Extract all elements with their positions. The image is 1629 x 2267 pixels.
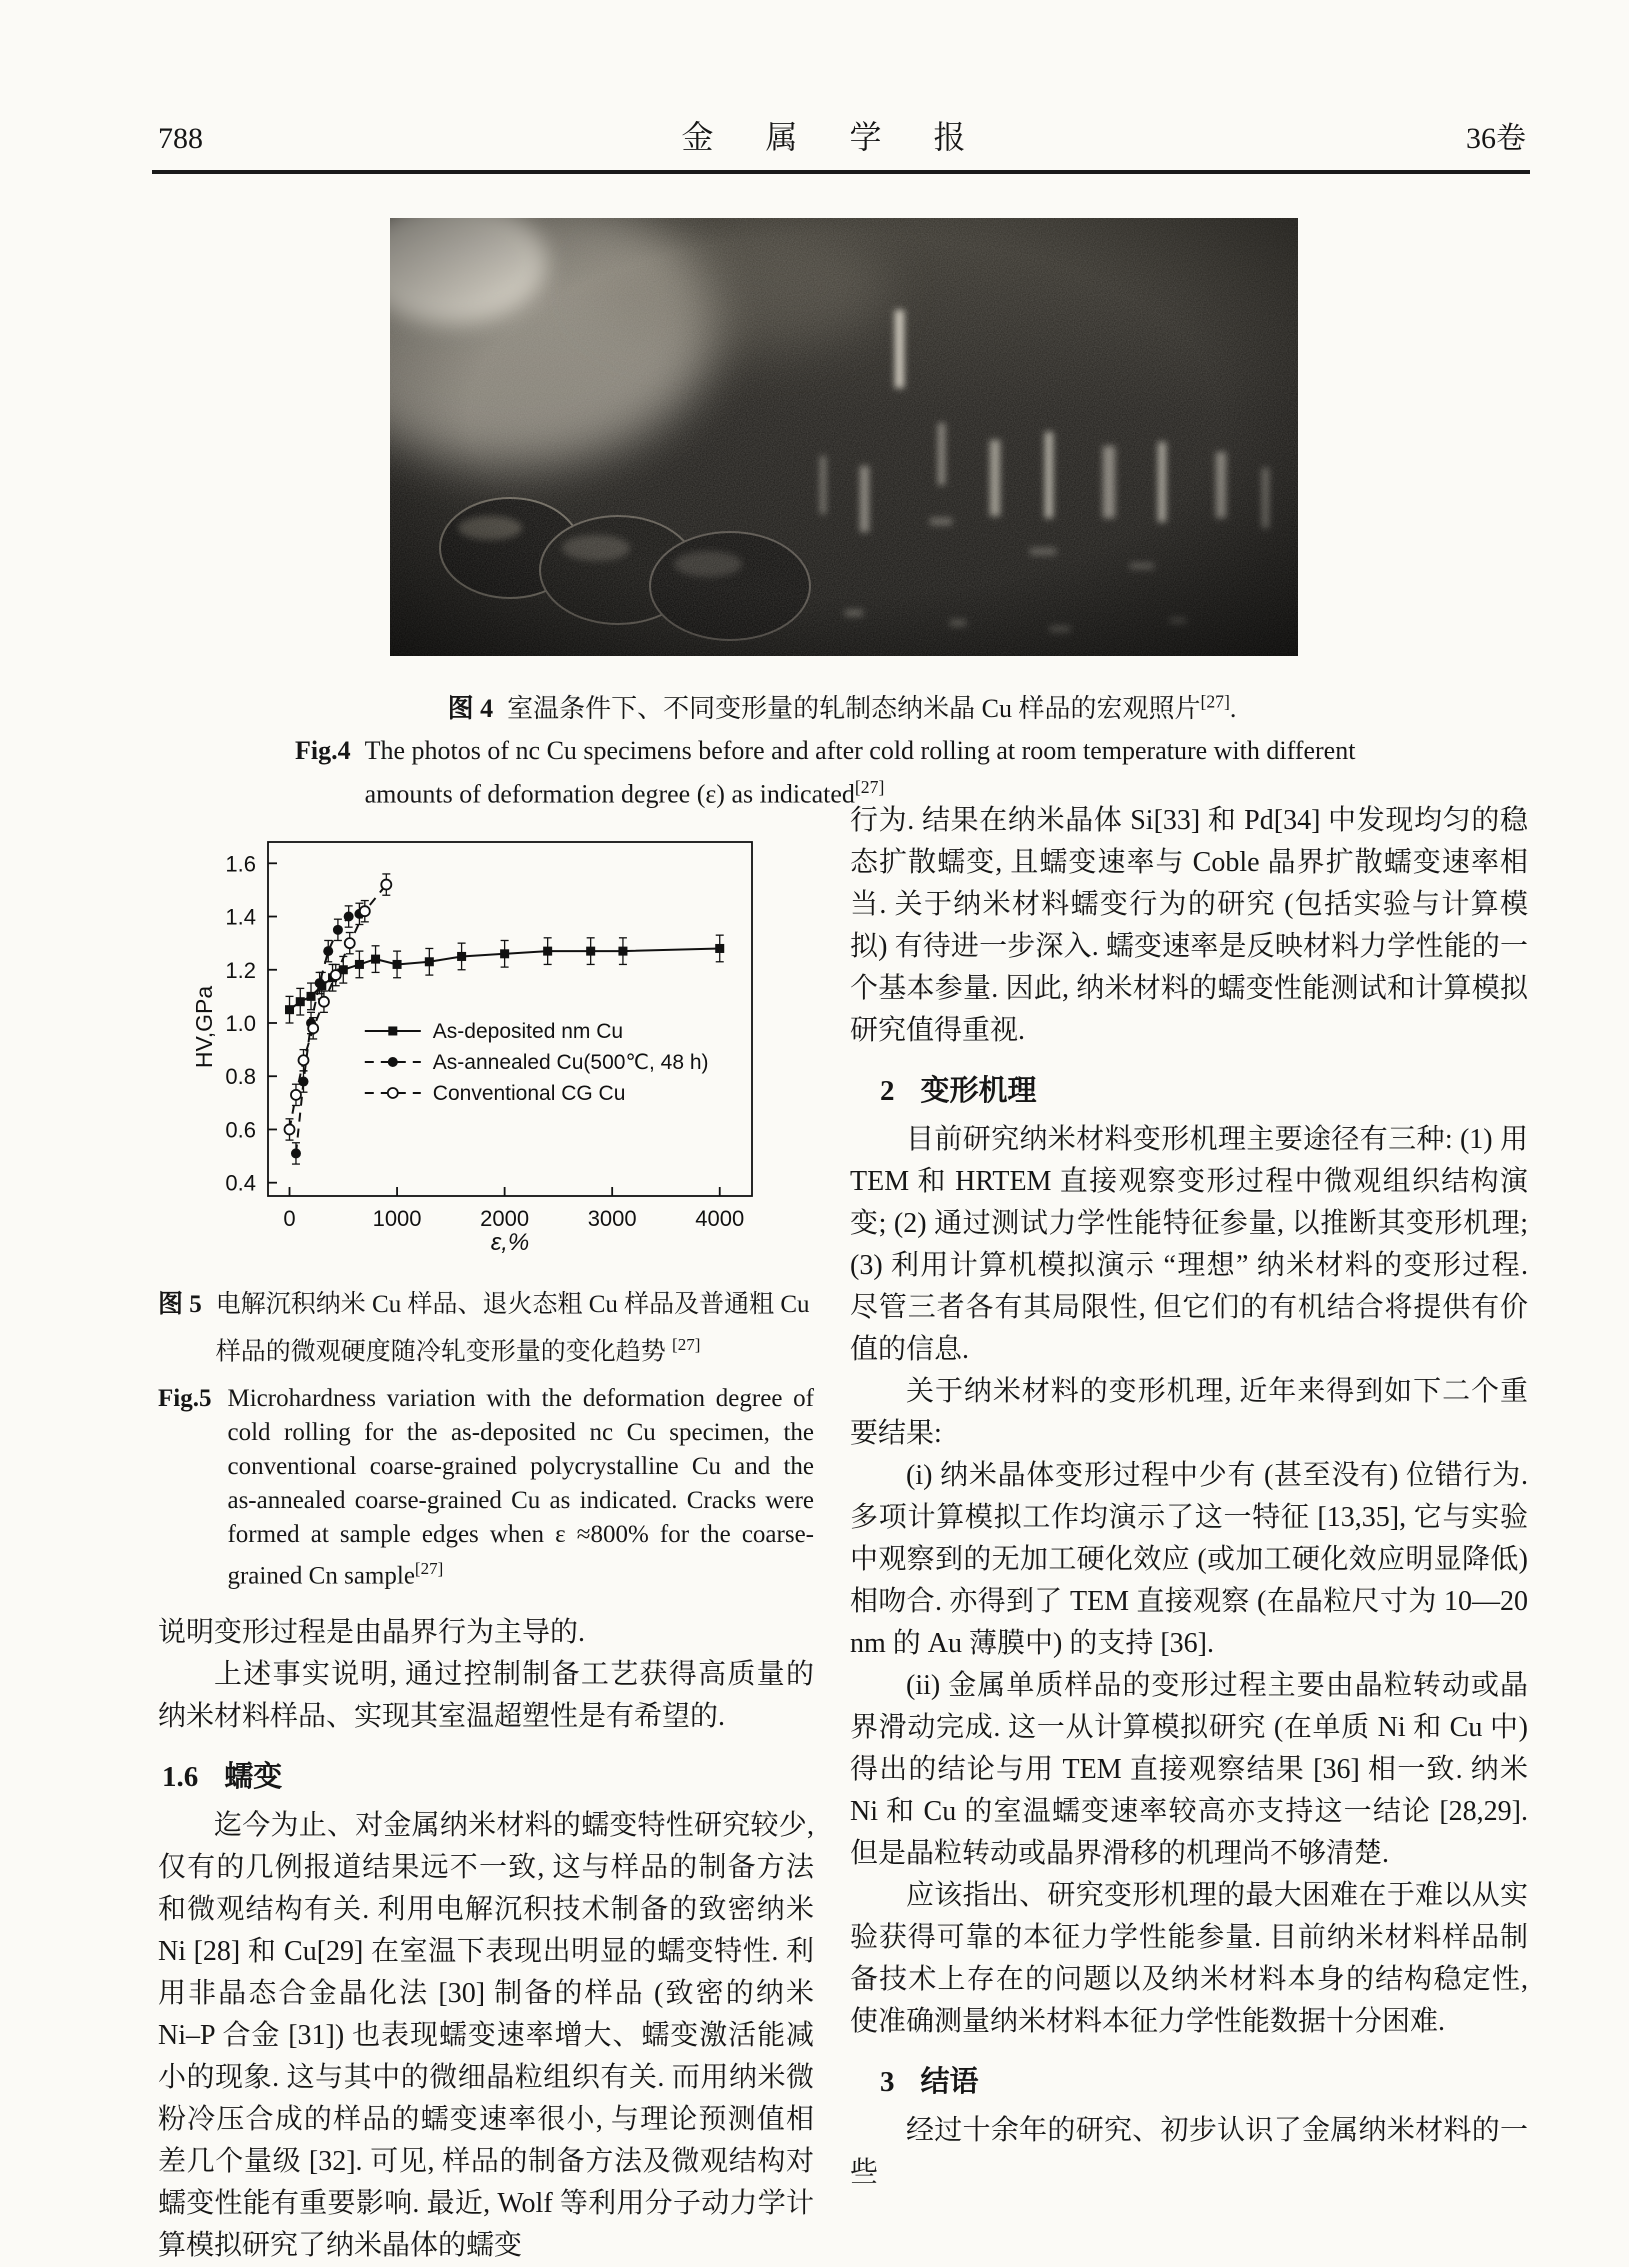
svg-text:As-deposited nm Cu: As-deposited nm Cu [432, 1019, 624, 1043]
figure5-caption-zh-ref: [27] [672, 1335, 701, 1354]
paragraph-superplasticity-hope: 上述事实说明, 通过控制制备工艺获得高质量的纳米材料样品、实现其室温超塑性是有希望的. [158, 1658, 814, 1732]
figure4-photo [390, 218, 1298, 656]
svg-text:3000: 3000 [587, 1206, 637, 1231]
svg-text:0.4: 0.4 [225, 1170, 256, 1196]
figure5-caption-zh-text: 电解沉积纳米 Cu 样品、退火态粗 Cu 样品及普通粗 Cu 样品的微观硬度随冷轧变形量的变化趋势 [27] [215, 1291, 810, 1366]
svg-text:1000: 1000 [372, 1206, 422, 1231]
left-column [158, 812, 814, 2267]
figure5-caption-en [158, 1382, 814, 1593]
svg-text:4000: 4000 [695, 1206, 745, 1231]
page-header [158, 112, 1526, 158]
figure4-caption-zh-text: 室温条件下、不同变形量的轧制态纳米晶 Cu 样品的宏观照片 [507, 694, 1201, 723]
section-heading-creep [162, 1754, 814, 1795]
figure4-caption-zh-ref: [27] [1200, 691, 1230, 712]
figure4-caption-zh: 图 4 室温条件下、不同变形量的轧制态纳米晶 Cu 样品的宏观照片[27]. [447, 691, 1237, 723]
figure5-caption-en-ref: [27] [414, 1559, 444, 1579]
paragraph-result-i: (i) 纳米晶体变形过程中少有 (甚至没有) 位错行为. 多项计算模拟工作均演示了这一特征 [13,35], 它与实验中观察到的无加工硬化效应 (或加工硬化效应明显降低) 相吻合. 亦得到了 TEM 直接观察 (在晶粒尺寸为 10—20 nm 的 Au 薄膜中) 的支持 [36]. [850, 1460, 1528, 1659]
svg-text:1.4: 1.4 [225, 904, 256, 930]
section-title: 蠕变 [224, 1760, 283, 1793]
svg-text:0.6: 0.6 [225, 1117, 256, 1143]
figure4-caption-en-ref: [27] [854, 777, 885, 797]
figure4-label-zh: 图 4 [447, 694, 494, 723]
paragraph-conclusion-start: 经过十余年的研究、初步认识了金属纳米材料的一些 [850, 2115, 1528, 2188]
paragraph-result-ii: (ii) 金属单质样品的变形过程主要由晶粒转动或晶界滑动完成. 这一从计算模拟研究 (在单质 Ni 和 Cu 中) 得出的结论与用 TEM 直接观察结果 [36] 相一致. 纳米 Ni 和 Cu 的室温蠕变速率较高亦支持这一结论 [28,29]. 但是晶粒转动或晶界滑移的机理尚不够清楚. [850, 1670, 1528, 1869]
section-title: 结语 [920, 2066, 979, 2098]
svg-text:Conventional CG Cu: Conventional CG Cu [432, 1081, 626, 1105]
svg-text:1.2: 1.2 [225, 957, 256, 983]
section-heading-conclusion [880, 2059, 1528, 2100]
section-title: 变形机理 [920, 1075, 1037, 1107]
figure5-chart [188, 828, 768, 1260]
paragraph-difficulty: 应该指出、研究变形机理的最大困难在于难以从实验获得可靠的本征力学性能参量. 目前纳米材料样品制备技术上存在的问题以及纳米材料本身的结构稳定性, 使准确测量纳米材料本征力学性能数据十分困难. [850, 1880, 1528, 2037]
svg-text:0.8: 0.8 [225, 1064, 256, 1090]
figure5-caption-en-text: Microhardness variation with the deformation degree of cold rolling for the as-deposited nc Cu specimen, the conventional coarse-grained polycrystalline Cu and the as-annealed coarse-grained Cu as indicated. Cracks were formed at sample edges when ε ≈800% for the coarse-grained Cn sample[27] [227, 1385, 814, 1590]
svg-text:1.6: 1.6 [225, 851, 256, 877]
svg-text:As-annealed Cu(500℃, 48 h): As-annealed Cu(500℃, 48 h) [432, 1050, 709, 1074]
figure5-caption-zh [158, 1285, 814, 1372]
page-number: 788 [158, 122, 203, 155]
paragraph-creep-behavior: 行为. 结果在纳米晶体 Si[33] 和 Pd[34] 中发现均匀的稳态扩散蠕变, 且蠕变速率与 Coble 晶界扩散蠕变速率相当. 关于纳米材料蠕变行为的研究 (包括实验与计算模拟) 有待进一步深入. 蠕变速率是反映材料力学性能的一个基本参量. 因此, 纳米材料的蠕变性能测试和计算模拟研究值得重视. [850, 805, 1528, 1046]
paragraph-grain-boundary: 说明变形过程是由晶界行为主导的. [158, 1616, 586, 1648]
paragraph-results-intro: 关于纳米材料的变形机理, 近年来得到如下二个重要结果: [850, 1376, 1528, 1449]
figure4-label-en: Fig.4 [295, 736, 351, 765]
journal-title: 金 属 学 报 [681, 119, 988, 155]
paragraph-creep-research: 迄今为止、对金属纳米材料的蠕变特性研究较少, 仅有的几例报道结果远不一致, 这与样品的制备方法和微观结构有关. 利用电解沉积技术制备的致密纳米 Ni [28] 和 Cu[29] 在室温下表现出明显的蠕变特性. 利用非晶态合金晶化法 [30] 制备的样品 (致密的纳米 Ni–P 合金 [31]) 也表现蠕变速率增大、蠕变激活能减小的现象. 这与其中的微细晶粒组织有关. 而用纳米微粉冷压合成的样品的蠕变速率很小, 与理论预测值相差几个量级 [32]. 可见, 样品的制备方法及微观结构对蠕变性能有重要影响. 最近, Wolf 等利用分子动力学计算模拟研究了纳米晶体的蠕变 [158, 1809, 814, 2261]
photo-vignette [390, 218, 1298, 656]
svg-text:ε,%: ε,% [490, 1229, 530, 1256]
figure4-caption-en-text: The photos of nc Cu specimens before and after cold rolling at room temperature with different amounts of deformation degree (ε) as indicated[27] [364, 736, 1356, 809]
header-rule [152, 170, 1530, 174]
svg-text:0: 0 [283, 1206, 296, 1231]
svg-text:2000: 2000 [480, 1206, 530, 1231]
paragraph-three-approaches: 目前研究纳米材料变形机理主要途径有三种: (1) 用 TEM 和 HRTEM 直接观察变形过程中微观组织结构演变; (2) 通过测试力学性能特征参量, 以推断其变形机理; (3) 利用计算机模拟演示 “理想” 纳米材料的变形过程. 尽管三者各有其局限性, 但它们的有机结合将提供有价值的信息. [850, 1124, 1528, 1365]
figure5-label-zh: 图 5 [158, 1291, 202, 1318]
section-number: 3 [880, 2066, 895, 2098]
section-number: 1.6 [162, 1760, 199, 1793]
svg-text:1.0: 1.0 [225, 1010, 256, 1036]
right-column [850, 800, 1528, 2194]
volume-label: 36卷 [1465, 122, 1526, 155]
figure5-label-en: Fig.5 [158, 1385, 212, 1413]
figure5-chart-wrap [188, 828, 814, 1265]
section-heading-deformation-mechanism [880, 1068, 1528, 1109]
section-number: 2 [880, 1075, 895, 1107]
svg-text:HV,GPa: HV,GPa [191, 985, 217, 1069]
